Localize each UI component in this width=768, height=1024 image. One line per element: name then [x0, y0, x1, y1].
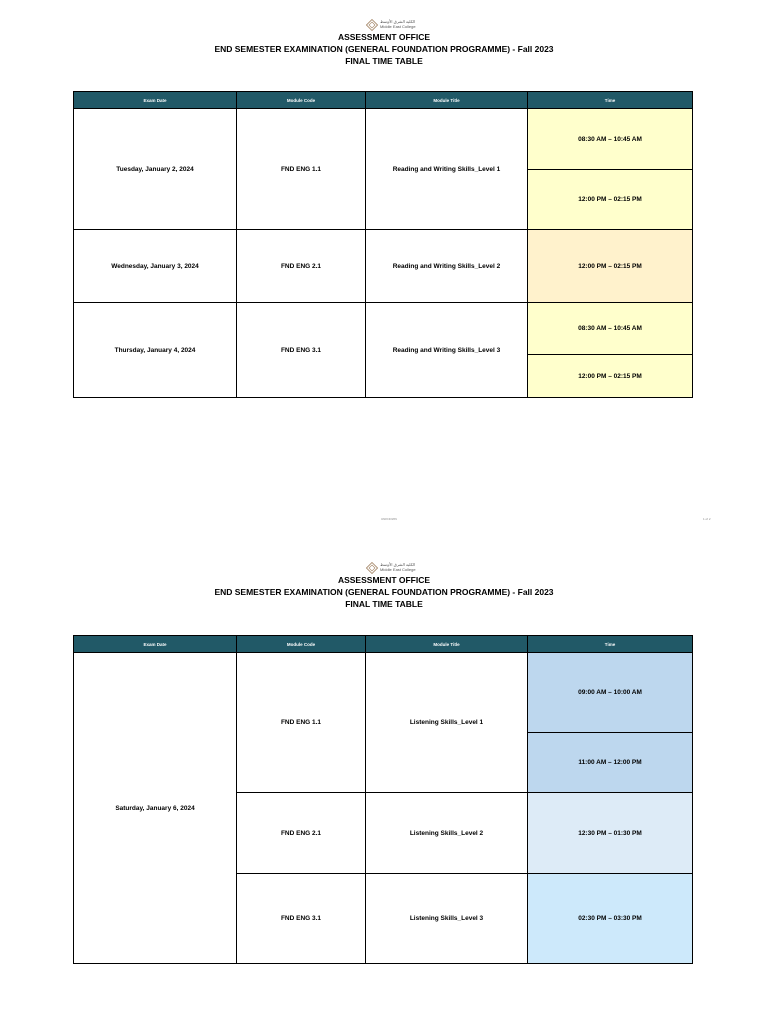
page-footer-left: UNKNOWN	[381, 517, 397, 521]
time-cell: 12:30 PM – 01:30 PM	[528, 793, 693, 874]
assessment-office-title: ASSESSMENT OFFICE	[337, 32, 431, 42]
college-logo	[366, 562, 418, 574]
logo-text-en: Middle East College	[380, 24, 416, 29]
exam-date-cell: Tuesday, January 2, 2024	[74, 109, 237, 230]
col-module-title: Module Title	[366, 92, 528, 109]
exam-date-cell: Wednesday, January 3, 2024	[74, 230, 237, 303]
page-2	[0, 512, 768, 1024]
exam-title: END SEMESTER EXAMINATION (GENERAL FOUNDATION PROGRAMME) - Fall 2023	[214, 587, 554, 597]
logo-text-en: Middle East College	[380, 567, 416, 572]
module-title-cell: Listening Skills_Level 1	[366, 653, 528, 793]
page-footer-right: 1 of 2	[703, 517, 711, 521]
logo-text-ar: الكلية الشرق الأوسط	[380, 19, 416, 24]
module-title-cell: Reading and Writing Skills_Level 1	[366, 109, 528, 230]
table-row	[74, 303, 693, 355]
logo-text-ar: الكلية الشرق الأوسط	[380, 562, 416, 567]
table-row	[74, 109, 693, 170]
module-code-cell: FND ENG 2.1	[237, 793, 366, 874]
module-code-cell: FND ENG 1.1	[237, 109, 366, 230]
module-code-cell: FND ENG 1.1	[237, 653, 366, 793]
timetable-page-2	[73, 635, 693, 964]
time-cell: 12:00 PM – 02:15 PM	[528, 230, 693, 303]
col-exam-date: Exam Date	[74, 636, 237, 653]
table-row	[74, 653, 693, 733]
assessment-office-title: ASSESSMENT OFFICE	[337, 575, 431, 585]
exam-date-cell: Saturday, January 6, 2024	[74, 653, 237, 964]
table-header-row	[74, 636, 693, 653]
college-logo-icon	[366, 562, 378, 574]
module-code-cell: FND ENG 2.1	[237, 230, 366, 303]
table-row	[74, 230, 693, 303]
col-time: Time	[528, 92, 693, 109]
timetable-subtitle: FINAL TIME TABLE	[345, 599, 423, 609]
table-header-row	[74, 92, 693, 109]
time-cell: 12:00 PM – 02:15 PM	[528, 170, 693, 230]
module-title-cell: Listening Skills_Level 2	[366, 793, 528, 874]
col-module-title: Module Title	[366, 636, 528, 653]
col-exam-date: Exam Date	[74, 92, 237, 109]
exam-date-cell: Thursday, January 4, 2024	[74, 303, 237, 398]
module-code-cell: FND ENG 3.1	[237, 303, 366, 398]
module-title-cell: Listening Skills_Level 3	[366, 874, 528, 964]
time-cell: 08:30 AM – 10:45 AM	[528, 109, 693, 170]
time-cell: 09:00 AM – 10:00 AM	[528, 653, 693, 733]
time-cell: 08:30 AM – 10:45 AM	[528, 303, 693, 355]
timetable-subtitle: FINAL TIME TABLE	[345, 56, 423, 66]
exam-title: END SEMESTER EXAMINATION (GENERAL FOUNDATION PROGRAMME) - Fall 2023	[214, 44, 554, 54]
module-code-cell: FND ENG 3.1	[237, 874, 366, 964]
module-title-cell: Reading and Writing Skills_Level 2	[366, 230, 528, 303]
col-time: Time	[528, 636, 693, 653]
col-module-code: Module Code	[237, 92, 366, 109]
college-logo-icon	[366, 19, 378, 31]
time-cell: 02:30 PM – 03:30 PM	[528, 874, 693, 964]
time-cell: 12:00 PM – 02:15 PM	[528, 355, 693, 398]
time-cell: 11:00 AM – 12:00 PM	[528, 733, 693, 793]
timetable-page-1	[73, 91, 693, 398]
col-module-code: Module Code	[237, 636, 366, 653]
college-logo	[366, 19, 418, 31]
module-title-cell: Reading and Writing Skills_Level 3	[366, 303, 528, 398]
